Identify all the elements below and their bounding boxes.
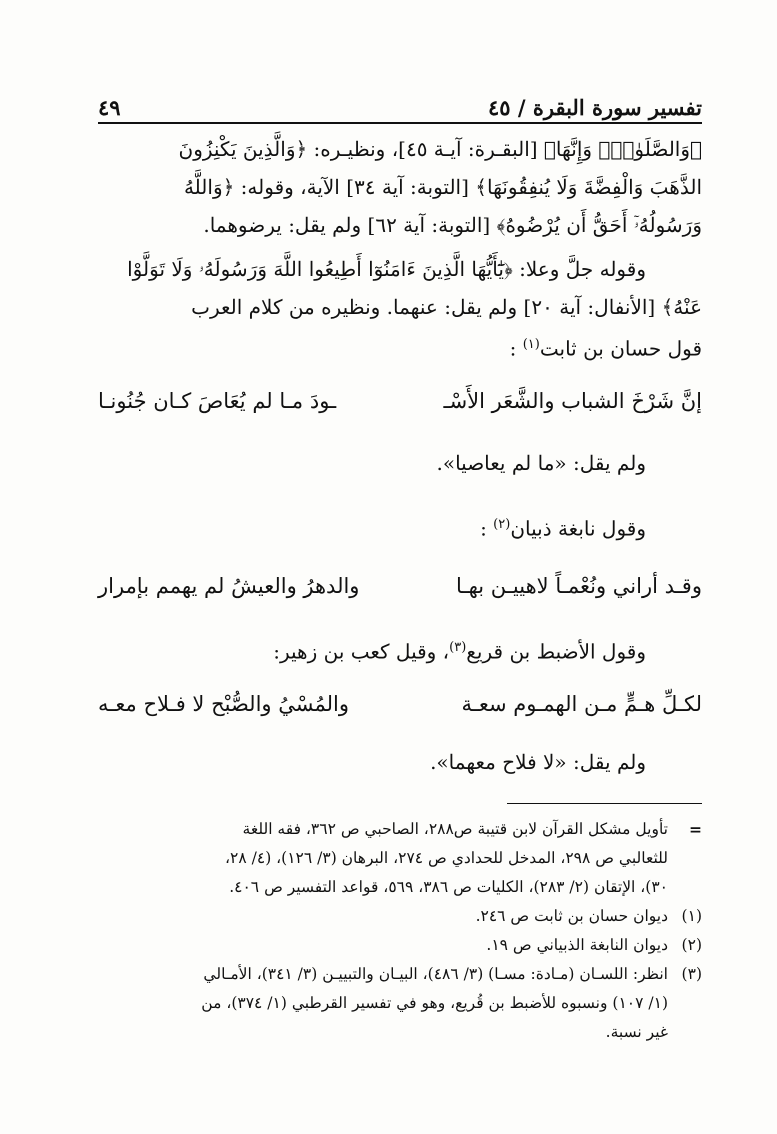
page-number: ٤٩ xyxy=(98,95,121,120)
nabigha-attribution xyxy=(98,506,702,548)
verse-1-second-hemistich: ـودَ مـا لم يُعَاصَ كـان جُنُونـا xyxy=(98,388,337,413)
kaab-text: ، وقيل كعب بن زهير: xyxy=(273,639,450,664)
main-text xyxy=(98,130,702,781)
verse-2-second-hemistich: والدهرُ والعيشُ لم يهمم بإمرار xyxy=(98,574,360,599)
nabigha-text: وقول نابغة ذبيان xyxy=(510,516,646,541)
verse-3-second-hemistich: والمُسْيُ والصُّبْح لا فـلاح معـه xyxy=(98,691,349,716)
poem-verse-3 xyxy=(98,685,702,723)
footnote-3 xyxy=(98,960,702,1047)
paragraph-2-line-3 xyxy=(98,326,702,368)
adbat-text: وقول الأضبط بن قريع xyxy=(466,639,646,664)
paragraph-1-line-3: وَرَسُولُهُۥٓ أَحَقُّ أَن يُرْضُوهُ﴾ [التوبة: آية ٦٢] ولم يقل: يرضوهما. xyxy=(203,213,702,237)
comment-2: ولم يقل: «لا فلاح معهما». xyxy=(430,749,646,774)
footnote-ref-3[interactable]: (٣) xyxy=(449,640,467,656)
adbat-attribution xyxy=(98,629,702,671)
footnote-1 xyxy=(98,902,702,931)
colon: : xyxy=(509,336,517,361)
verse-2-first-hemistich: وقـد أراني ونُعْمـاً لاهييـن بهـا xyxy=(456,574,702,599)
footnote-3-line-3: غير نسبة. xyxy=(605,1023,668,1041)
continuation-line-1: تأويل مشكل القرآن لابن قتيبة ص٢٨٨، الصاحبي ص ٣٦٢، فقه اللغة xyxy=(242,820,668,838)
footnote-ref-1[interactable]: (١) xyxy=(522,337,540,352)
footnote-1-mark: (١) xyxy=(681,907,702,925)
footnote-1-text: ديوان حسان بن ثابت ص ٢٤٦. xyxy=(475,907,668,925)
comment-1: ولم يقل: «ما لم يعاصيا». xyxy=(436,450,646,475)
continuation-mark: = xyxy=(689,820,702,839)
footnote-3-line-2: (١/ ١٠٧) ونسبوه للأضبط بن قُريع، وهو في تفسير القرطبي (١/ ٣٧٤)، من xyxy=(201,994,668,1012)
footnote-2 xyxy=(98,931,702,960)
paragraph-1-line-2: الذَّهَبَ وَالْفِضَّةَ وَلَا يُنفِقُونَهَا﴾ [التوبة: آية ٣٤] الآية، وقوله: ﴿وَاللَّهُ xyxy=(183,175,702,199)
paragraph-2-line-1: وقوله جلَّ وعلا: ﴿يَٰٓأَيُّهَا الَّذِينَ ءَامَنُوٓا أَطِيعُوا اللَّهَ وَرَسُولَهُۥ وَلَا تَوَلَّوْا xyxy=(127,257,646,281)
paragraph-1-line-1: ﴿وَالصَّلَوٰةِۚ وَإِنَّهَا﴾ [البقـرة: آيـة ٤٥]، ونظيـره: ﴿وَالَّذِينَ يَكْنِزُونَ xyxy=(178,137,702,161)
running-title: تفسير سورة البقرة / ٤٥ xyxy=(488,95,702,120)
hassan-attribution: قول حسان بن ثابت xyxy=(539,336,702,361)
footnote-3-line-1: انظر: اللسـان (مـادة: مسـا) (٣/ ٤٨٦)، البيـان والتبييـن (٣/ ٣٤١)، الأمـالي xyxy=(203,965,668,983)
header-rule xyxy=(98,122,702,124)
continuation-line-2: للثعالبي ص ٢٩٨، المدخل للحدادي ص ٢٧٤، البرهان (٣/ ١٢٦)، (٤/ ٢٨، xyxy=(225,849,668,867)
colon-2: : xyxy=(480,516,487,541)
footnotes xyxy=(98,815,702,1047)
verse-1-first-hemistich: إنَّ شَرْخَ الشباب والشَّعَر الأَسْـ xyxy=(443,388,702,413)
footnote-2-text: ديوان النابغة الذبياني ص ١٩. xyxy=(486,936,668,954)
footnote-3-mark: (٣) xyxy=(681,965,702,983)
footnote-continuation xyxy=(98,815,702,902)
footnote-2-mark: (٢) xyxy=(681,936,702,954)
poem-verse-1 xyxy=(98,382,702,420)
running-header xyxy=(98,80,702,120)
continuation-line-3: ٣٠)، الإتقان (٢/ ٢٨٣)، الكليات ص ٣٨٦، ٥٦٩، قواعد التفسير ص ٤٠٦. xyxy=(229,878,668,896)
poem-verse-2 xyxy=(98,567,702,605)
verse-3-first-hemistich: لكـلِّ هـمٍّ مـن الهمـوم سعـة xyxy=(461,691,702,716)
paragraph-2-line-2: عَنْهُ﴾ [الأنفال: آية ٢٠] ولم يقل: عنهما. ونظيره من كلام العرب xyxy=(191,295,702,319)
footnote-rule xyxy=(507,803,702,804)
footnote-ref-2[interactable]: (٢) xyxy=(493,516,511,532)
